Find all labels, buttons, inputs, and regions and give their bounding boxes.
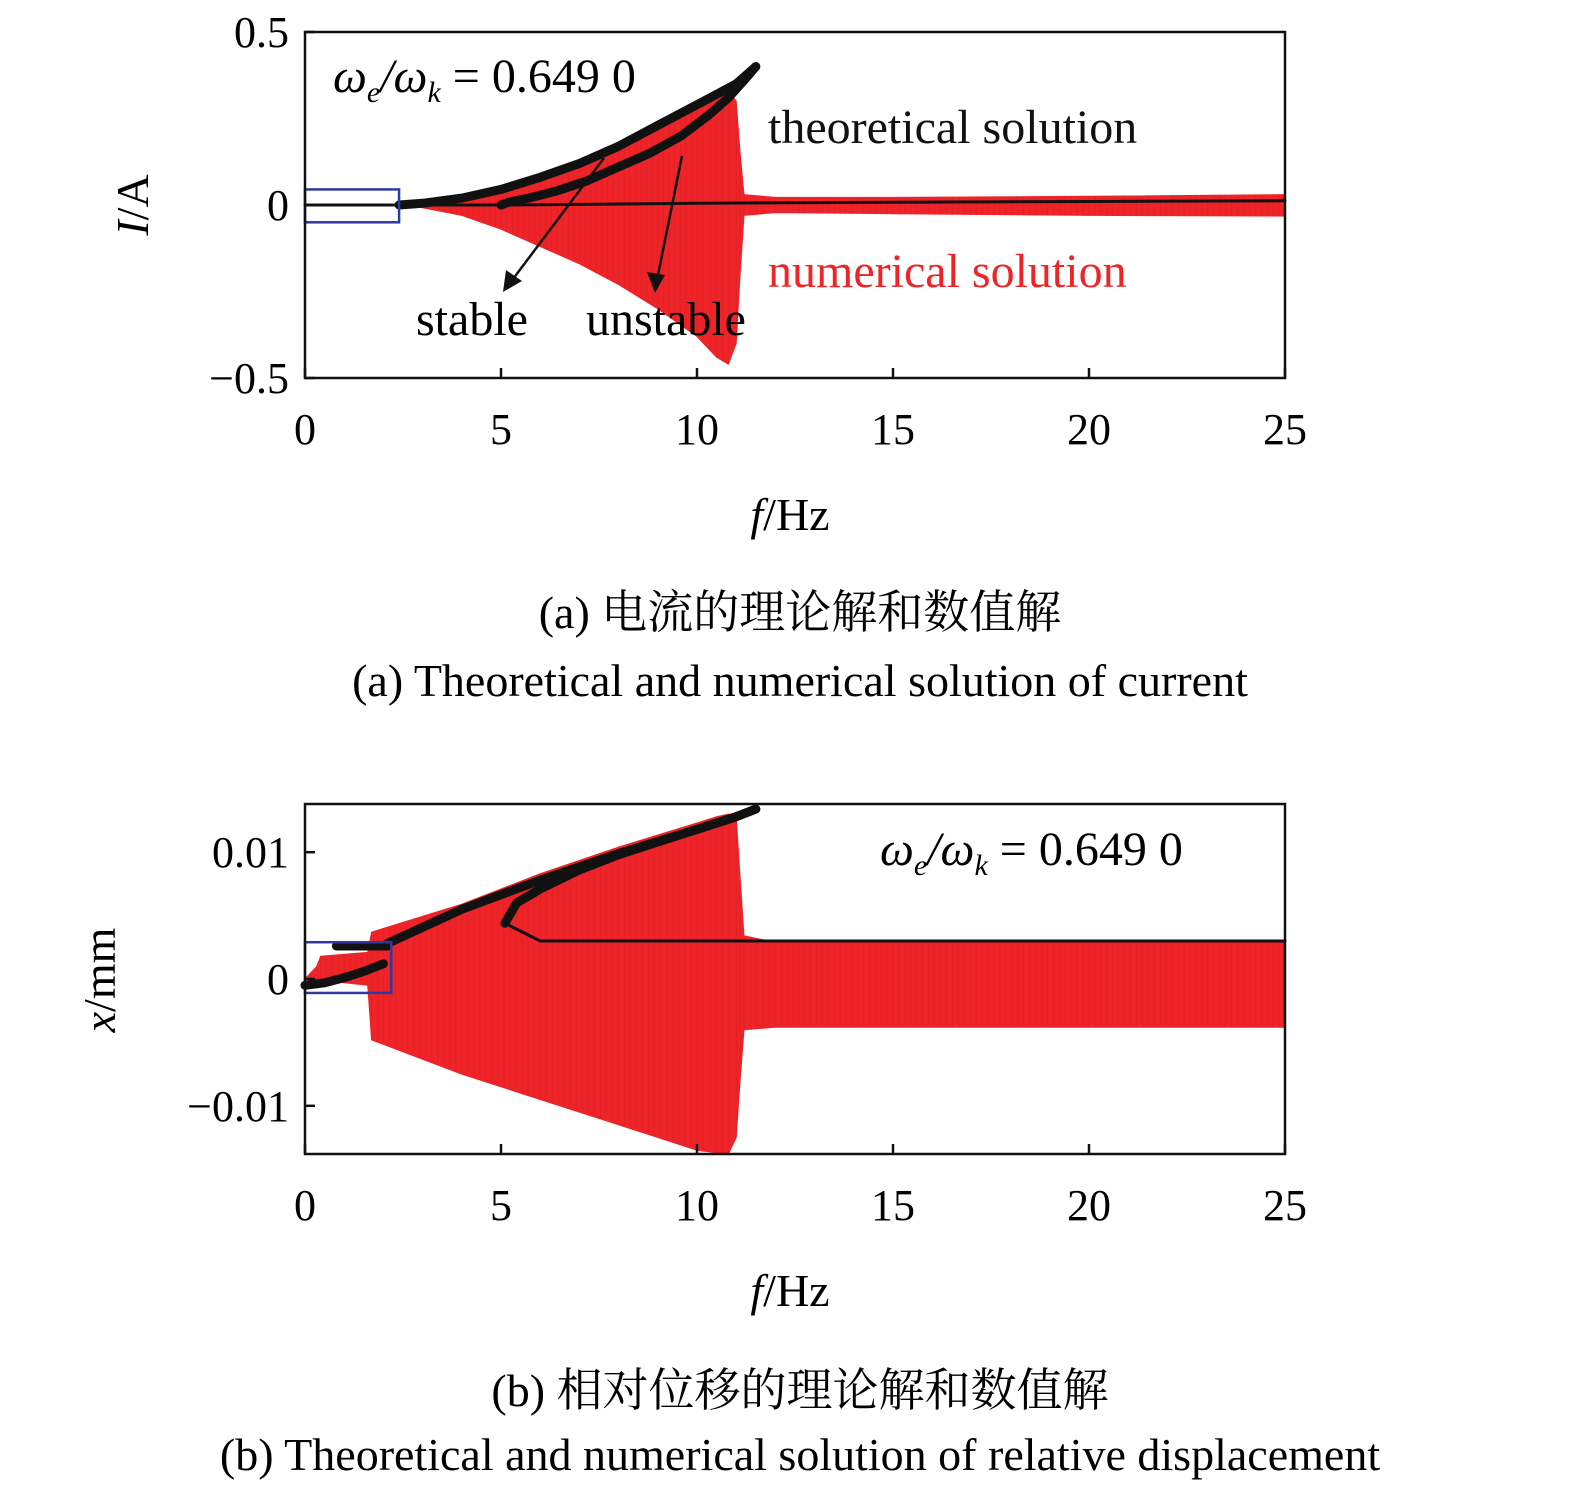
x-tick-label: 15 bbox=[871, 405, 915, 454]
x-axis-label: f/Hz bbox=[750, 489, 830, 540]
y-tick-label: 0 bbox=[267, 955, 289, 1004]
annotation-unstable: unstable bbox=[586, 293, 746, 346]
x-tick-label: 5 bbox=[490, 1181, 512, 1230]
arrowhead-stable bbox=[503, 270, 522, 292]
frequency-ratio-label: $\omega_e/\omega_k = 0.649$ 0 bbox=[333, 50, 636, 109]
x-axis-ticks bbox=[294, 1144, 1307, 1230]
frequency-ratio-label: $\omega_e/\omega_k = 0.649$ 0 bbox=[880, 823, 1183, 882]
chart-displacement bbox=[74, 804, 1380, 1480]
y-tick-label: 0 bbox=[267, 181, 289, 230]
legend-theoretical: theoretical solution bbox=[768, 101, 1138, 154]
caption-en-b: (b) Theoretical and numerical solution of relative displacement bbox=[219, 1429, 1381, 1480]
legend-numerical: numerical solution bbox=[768, 245, 1127, 298]
y-axis-label: I/A bbox=[107, 174, 158, 236]
x-tick-label: 0 bbox=[294, 405, 316, 454]
x-tick-label: 25 bbox=[1263, 1181, 1307, 1230]
x-axis-label: f/Hz bbox=[750, 1265, 830, 1316]
x-tick-label: 20 bbox=[1067, 1181, 1111, 1230]
y-axis-ticks bbox=[187, 828, 315, 1131]
annotation-stable: stable bbox=[416, 293, 528, 346]
caption-en-a: (a) Theoretical and numerical solution of current bbox=[352, 655, 1248, 706]
y-axis-label: x/mm bbox=[74, 927, 125, 1033]
x-tick-label: 10 bbox=[675, 405, 719, 454]
x-axis-ticks bbox=[294, 368, 1307, 454]
caption-cn-b: (b) 相对位移的理论解和数值解 bbox=[491, 1365, 1109, 1416]
y-axis-ticks bbox=[209, 8, 315, 403]
x-tick-label: 25 bbox=[1263, 405, 1307, 454]
x-tick-label: 0 bbox=[294, 1181, 316, 1230]
y-tick-label: −0.01 bbox=[187, 1081, 289, 1131]
caption-cn-a: (a) 电流的理论解和数值解 bbox=[538, 587, 1062, 638]
y-tick-label: 0.5 bbox=[234, 8, 289, 57]
x-tick-label: 15 bbox=[871, 1181, 915, 1230]
x-tick-label: 20 bbox=[1067, 405, 1111, 454]
y-tick-label: −0.5 bbox=[209, 354, 289, 403]
x-tick-label: 5 bbox=[490, 405, 512, 454]
chart-current bbox=[107, 8, 1307, 706]
x-tick-label: 10 bbox=[675, 1181, 719, 1230]
y-tick-label: 0.01 bbox=[212, 828, 289, 878]
